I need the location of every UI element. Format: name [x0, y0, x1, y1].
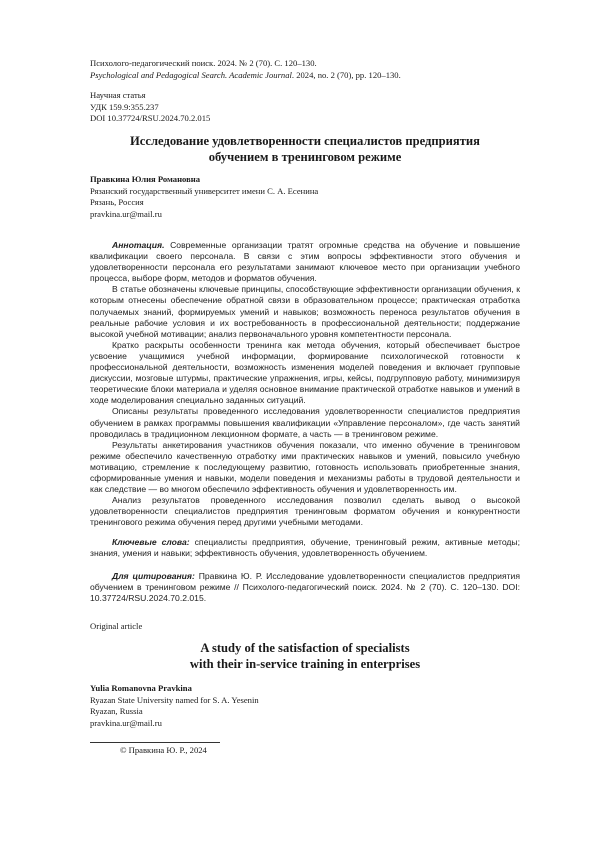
abstract-label: Аннотация. — [112, 240, 165, 250]
journal-header — [90, 58, 520, 81]
author-affiliation-ru: Рязанский государственный университет имени С. А. Есенина — [90, 185, 319, 196]
author-name-ru: Правкина Юлия Романовна — [90, 174, 201, 184]
article-type-en-block — [90, 621, 520, 633]
article-type-ru: Научная статья — [90, 90, 146, 100]
author-affiliation-en: Ryazan State University named for S. A. Yesenin — [90, 694, 259, 705]
citation — [90, 571, 520, 604]
abstract-paragraph-3: Кратко раскрыты особенности тренинга как метода обучения, который обеспечивает быстрое усвоение учащимися учебной информации, формирование психологической готовности к профессиональной деятельности, возможность изменения моделей поведения и включает групповые дискуссии, мозговые штурмы, практические упражнения, игры, кейсы, подгрупповую работу, минимизируя теоретические блоки материала и уделяя основное внимание практической отработке навыков и умений в ходе моделирования специально заданных ситуаций. — [90, 339, 520, 406]
title-ru-line-2: обучением в тренинговом режиме — [208, 149, 402, 164]
udk-code: УДК 159.9:355.237 — [90, 101, 159, 112]
journal-name-en: Psychological and Pedagogical Search. Academic Journal — [90, 69, 292, 80]
keywords-label: Ключевые слова: — [112, 537, 190, 547]
keywords-paragraph — [90, 537, 520, 559]
keywords — [90, 537, 520, 559]
abstract-paragraph-4: Описаны результаты проведенного исследования удовлетворенности специалистов предприятия обучением в рамках программы повышения квалификации «Управление персоналом», где часть занятий проводилась в традиционном лекционном формате, а часть — в тренинговом режиме. — [90, 406, 520, 439]
article-type-en: Original article — [90, 621, 143, 631]
article-title-en — [90, 641, 520, 672]
journal-header-en — [90, 70, 520, 82]
doi-ru: DOI 10.37724/RSU.2024.70.2.015 — [90, 113, 211, 124]
article-title-ru — [90, 134, 520, 165]
author-city-ru: Рязань, Россия — [90, 197, 144, 208]
abstract-text-1: Современные организации тратят огромные средства на обучение и повышение квалификации своего персонала. В связи с этим вопросы эффективности этого обучения и удовлетворенности персонала его результатами занимают ключевое место при организации учебного процесса, выборе форм, методов и форматов обучения. — [90, 240, 520, 284]
citation-text: Правкина Ю. Р. Исследование удовлетворенности специалистов предприятия обучением в тренинговом режиме // Психолого-педагогический поиск. 2024. № 2 (70). С. 120–130. DOI: 10.37724/RSU.2024.70.2.015. — [90, 571, 520, 604]
keywords-text: специалисты предприятия, обучение, тренинговый режим, активные методы; знания, умения и навыки; эффективность обучения, удовлетворенность обучением. — [90, 537, 520, 559]
journal-issue-en: . 2024, no. 2 (70), pp. 120–130. — [291, 69, 401, 80]
title-en-line-1: A study of the satisfaction of specialists — [200, 641, 410, 655]
author-city-en: Ryazan, Russia — [90, 706, 143, 717]
copyright-text: © Правкина Ю. Р., 2024 — [120, 745, 207, 755]
article-meta — [90, 90, 520, 125]
author-email-en[interactable]: pravkina.ur@mail.ru — [90, 717, 162, 728]
abstract-paragraph-1 — [90, 240, 520, 284]
abstract-paragraph-6: Анализ результатов проведенного исследования позволил сделать вывод о высокой удовлетворенности специалистов предприятия тренинговым форматом обучения и конкурентности тренингового режима обучения перед другими учебными методами. — [90, 495, 520, 528]
author-name-en: Yulia Romanovna Pravkina — [90, 683, 192, 693]
abstract-paragraph-5: Результаты анкетирования участников обучения показали, что именно обучение в тренинговом режиме обеспечило качественную отработку ими практических навыков и умений, повысило учебную мотивацию, стремление к последующему развитию, готовность использовать приобретенные знания, сформированные умения и навыки, модели поведения и механизмы работы в трудовой деятельности и как следствие — во многом обеспечило эффективность обучения и удовлетворенность им. — [90, 439, 520, 495]
footnote-separator — [90, 742, 220, 743]
author-email-ru[interactable]: pravkina.ur@mail.ru — [90, 208, 162, 219]
title-ru-line-1: Исследование удовлетворенности специалистов предприятия — [130, 134, 480, 148]
title-en-line-2: with their in-service training in enterprises — [189, 656, 421, 671]
abstract — [90, 240, 520, 528]
author-block-en — [90, 683, 520, 729]
abstract-paragraph-2: В статье обозначены ключевые принципы, способствующие эффективности организации обучения, к которым отнесены обеспечение обратной связи в образовательном процессе; практическая отработка получаемых знаний, формируемых умений и навыков; возможность переноса результатов обучения в реальные рабочие условия и их востребованность в профессиональной деятельности; поддержание высокой учебной мотивации; анализ первоначального уровня компетентности персонала. — [90, 284, 520, 339]
citation-label: Для цитирования: — [112, 571, 195, 581]
author-block-ru — [90, 174, 520, 220]
journal-header-ru: Психолого-педагогический поиск. 2024. № 2 (70). С. 120–130. — [90, 58, 317, 68]
citation-paragraph — [90, 571, 520, 604]
copyright-notice — [120, 745, 550, 757]
